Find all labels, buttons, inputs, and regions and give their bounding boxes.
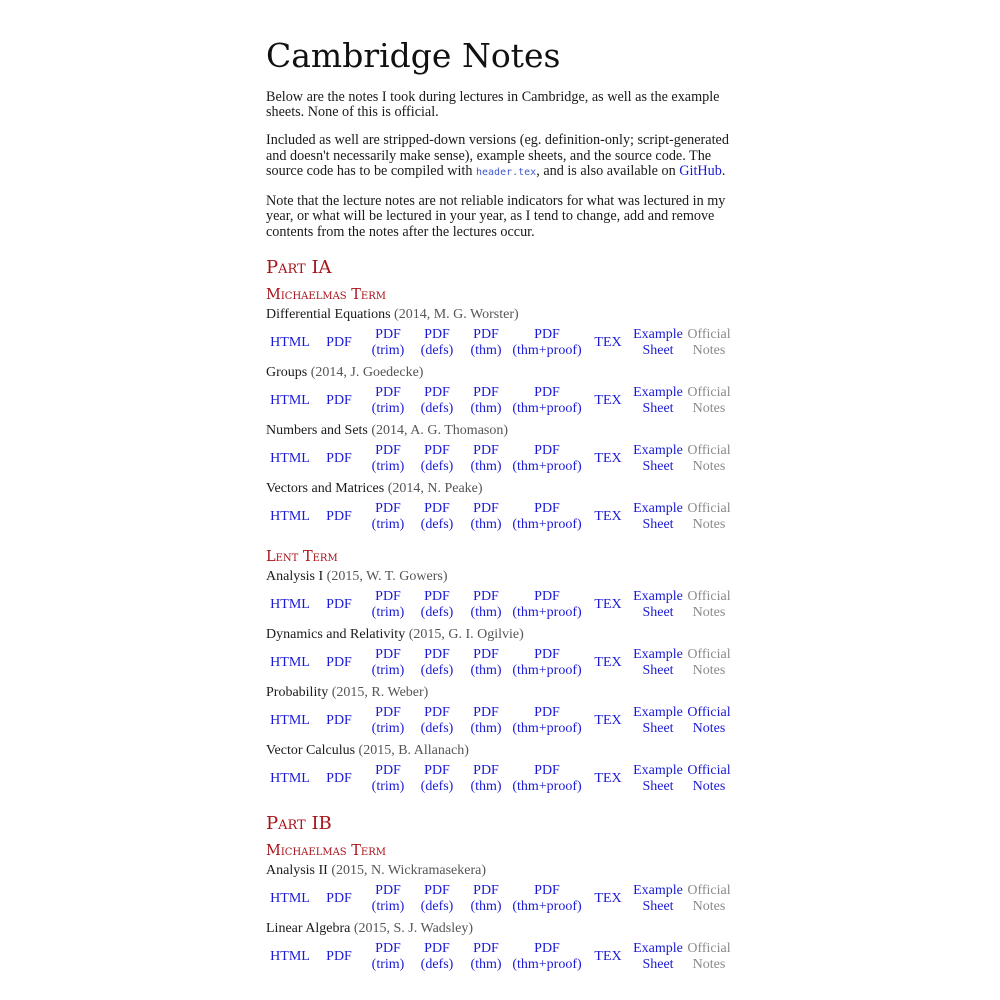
pdf-thm-link[interactable] bbox=[462, 327, 510, 358]
official-notes-link-line: Notes bbox=[692, 956, 726, 972]
pdf-defs-link-line: (defs) bbox=[420, 663, 454, 679]
intro2-text-b: , and is also available on bbox=[536, 163, 680, 180]
official-notes-link bbox=[684, 385, 734, 416]
course-entry bbox=[266, 307, 734, 360]
pdf-trim-link[interactable] bbox=[364, 501, 412, 532]
pdf-trim-link-line: (trim) bbox=[371, 779, 405, 795]
pdf-trim-link-line: PDF bbox=[375, 647, 401, 663]
course-links bbox=[266, 646, 734, 680]
course-links bbox=[266, 326, 734, 360]
pdf-thm-link-line: (thm) bbox=[470, 956, 502, 972]
pdf-thm-proof-link-line: (thm+proof) bbox=[512, 663, 582, 679]
pdf-thm-proof-link-line: PDF bbox=[534, 941, 560, 957]
example-sheet-link-line: Example bbox=[633, 589, 683, 605]
official-notes-link-line: Official bbox=[687, 883, 731, 899]
pdf-thm-link[interactable] bbox=[462, 385, 510, 416]
pdf-thm-link-line: PDF bbox=[473, 941, 499, 957]
pdf-thm-link[interactable] bbox=[462, 763, 510, 794]
pdf-trim-link[interactable] bbox=[364, 883, 412, 914]
pdf-trim-link-line: (trim) bbox=[371, 956, 405, 972]
pdf-thm-proof-link[interactable] bbox=[510, 705, 584, 736]
pdf-thm-proof-link[interactable] bbox=[510, 385, 584, 416]
header-tex-code: header.tex bbox=[476, 167, 537, 179]
pdf-trim-link-line: (trim) bbox=[371, 343, 405, 359]
tex-link[interactable]: TEX bbox=[594, 655, 622, 671]
pdf-thm-proof-link-line: (thm+proof) bbox=[512, 343, 582, 359]
example-sheet-link-line: Sheet bbox=[642, 898, 674, 914]
official-notes-link bbox=[684, 501, 734, 532]
intro-paragraph-2 bbox=[266, 133, 734, 181]
official-notes-link bbox=[684, 883, 734, 914]
course-title bbox=[266, 365, 734, 381]
pdf-link[interactable]: PDF bbox=[326, 655, 352, 671]
pdf-defs-link[interactable] bbox=[412, 647, 462, 678]
course-entry bbox=[266, 685, 734, 738]
official-notes-link-line: Notes bbox=[692, 605, 726, 621]
pdf-trim-link-line: (trim) bbox=[371, 663, 405, 679]
pdf-trim-link-line: PDF bbox=[375, 385, 401, 401]
intro-paragraph-1: Below are the notes I took during lectures in Cambridge, as well as the example sheets. None of this is official. bbox=[266, 88, 720, 121]
official-notes-link[interactable] bbox=[684, 763, 734, 794]
example-sheet-link-line: Sheet bbox=[642, 779, 674, 795]
pdf-thm-proof-link-line: PDF bbox=[534, 501, 560, 517]
pdf-trim-link-line: PDF bbox=[375, 883, 401, 899]
example-sheet-link[interactable] bbox=[632, 883, 684, 914]
term-heading: Lent Term bbox=[266, 549, 338, 566]
pdf-thm-proof-link-line: (thm+proof) bbox=[512, 517, 582, 533]
pdf-defs-link-line: (defs) bbox=[420, 956, 454, 972]
pdf-defs-link-line: PDF bbox=[424, 763, 450, 779]
page-title: Cambridge Notes bbox=[266, 36, 561, 75]
pdf-trim-link-line: (trim) bbox=[371, 898, 405, 914]
pdf-defs-link-line: PDF bbox=[424, 883, 450, 899]
pdf-thm-link-line: PDF bbox=[473, 385, 499, 401]
pdf-thm-link-line: (thm) bbox=[470, 898, 502, 914]
pdf-trim-link-line: PDF bbox=[375, 589, 401, 605]
course-links bbox=[266, 384, 734, 418]
official-notes-link-line: Notes bbox=[692, 663, 726, 679]
pdf-link[interactable]: PDF bbox=[326, 509, 352, 525]
course-meta: (2014, N. Peake) bbox=[387, 481, 483, 497]
pdf-trim-link-line: (trim) bbox=[371, 401, 405, 417]
term-heading: Michaelmas Term bbox=[266, 842, 386, 859]
course-links bbox=[266, 442, 734, 476]
course-links bbox=[266, 940, 734, 974]
pdf-thm-proof-link-line: (thm+proof) bbox=[512, 956, 582, 972]
pdf-defs-link-line: PDF bbox=[424, 589, 450, 605]
pdf-thm-link-line: PDF bbox=[473, 705, 499, 721]
pdf-thm-proof-link-line: PDF bbox=[534, 705, 560, 721]
pdf-thm-link-line: (thm) bbox=[470, 779, 502, 795]
official-notes-link-line: Official bbox=[687, 647, 731, 663]
pdf-trim-link[interactable] bbox=[364, 705, 412, 736]
pdf-thm-proof-link[interactable] bbox=[510, 589, 584, 620]
pdf-defs-link-line: (defs) bbox=[420, 721, 454, 737]
course-entry bbox=[266, 365, 734, 418]
pdf-trim-link-line: PDF bbox=[375, 705, 401, 721]
course-name: Vector Calculus bbox=[266, 743, 356, 759]
pdf-defs-link-line: (defs) bbox=[420, 401, 454, 417]
official-notes-link bbox=[684, 589, 734, 620]
pdf-link[interactable]: PDF bbox=[326, 393, 352, 409]
pdf-defs-link-line: PDF bbox=[424, 941, 450, 957]
tex-link[interactable]: TEX bbox=[594, 451, 622, 467]
pdf-thm-proof-link-line: PDF bbox=[534, 647, 560, 663]
pdf-thm-proof-link-line: (thm+proof) bbox=[512, 721, 582, 737]
example-sheet-link-line: Sheet bbox=[642, 459, 674, 475]
pdf-defs-link[interactable] bbox=[412, 589, 462, 620]
example-sheet-link-line: Sheet bbox=[642, 721, 674, 737]
tex-link[interactable]: TEX bbox=[594, 771, 622, 787]
pdf-defs-link-line: PDF bbox=[424, 385, 450, 401]
pdf-thm-proof-link[interactable] bbox=[510, 443, 584, 474]
pdf-thm-link[interactable] bbox=[462, 941, 510, 972]
pdf-link[interactable]: PDF bbox=[326, 890, 352, 906]
course-name: Analysis II bbox=[266, 862, 328, 878]
course-meta: (2015, S. J. Wadsley) bbox=[353, 920, 474, 936]
course-name: Groups bbox=[266, 365, 308, 381]
official-notes-link[interactable] bbox=[684, 705, 734, 736]
html-link[interactable]: HTML bbox=[270, 655, 310, 671]
pdf-thm-proof-link-line: (thm+proof) bbox=[512, 898, 582, 914]
course-links bbox=[266, 588, 734, 622]
pdf-thm-link-line: PDF bbox=[473, 589, 499, 605]
pdf-defs-link[interactable] bbox=[412, 501, 462, 532]
pdf-defs-link[interactable] bbox=[412, 327, 462, 358]
pdf-defs-link[interactable] bbox=[412, 763, 462, 794]
pdf-thm-link-line: PDF bbox=[473, 883, 499, 899]
pdf-thm-proof-link-line: (thm+proof) bbox=[512, 459, 582, 475]
pdf-thm-proof-link[interactable] bbox=[510, 501, 584, 532]
example-sheet-link-line: Sheet bbox=[642, 956, 674, 972]
pdf-trim-link-line: PDF bbox=[375, 763, 401, 779]
pdf-thm-proof-link[interactable] bbox=[510, 647, 584, 678]
pdf-link[interactable]: PDF bbox=[326, 451, 352, 467]
html-link[interactable]: HTML bbox=[270, 509, 310, 525]
pdf-defs-link[interactable] bbox=[412, 941, 462, 972]
pdf-defs-link[interactable] bbox=[412, 443, 462, 474]
html-link[interactable]: HTML bbox=[270, 771, 310, 787]
course-title bbox=[266, 569, 734, 585]
course-links bbox=[266, 704, 734, 738]
official-notes-link-line: Notes bbox=[692, 898, 726, 914]
pdf-trim-link[interactable] bbox=[364, 385, 412, 416]
pdf-defs-link[interactable] bbox=[412, 883, 462, 914]
course-entry bbox=[266, 481, 734, 534]
pdf-thm-proof-link-line: PDF bbox=[534, 385, 560, 401]
pdf-thm-link[interactable] bbox=[462, 589, 510, 620]
pdf-thm-link[interactable] bbox=[462, 705, 510, 736]
pdf-thm-proof-link-line: (thm+proof) bbox=[512, 401, 582, 417]
pdf-thm-link-line: PDF bbox=[473, 647, 499, 663]
html-link[interactable]: HTML bbox=[270, 713, 310, 729]
pdf-link[interactable]: PDF bbox=[326, 948, 352, 964]
example-sheet-link[interactable] bbox=[632, 443, 684, 474]
official-notes-link-line: Notes bbox=[692, 343, 726, 359]
pdf-defs-link-line: (defs) bbox=[420, 459, 454, 475]
pdf-trim-link-line: PDF bbox=[375, 327, 401, 343]
course-meta: (2015, B. Allanach) bbox=[358, 743, 469, 759]
course-name: Vectors and Matrices bbox=[266, 481, 385, 497]
pdf-thm-proof-link-line: PDF bbox=[534, 327, 560, 343]
course-title bbox=[266, 921, 734, 937]
tex-link[interactable]: TEX bbox=[594, 597, 622, 613]
html-link[interactable]: HTML bbox=[270, 948, 310, 964]
example-sheet-link-line: Sheet bbox=[642, 517, 674, 533]
pdf-thm-proof-link-line: PDF bbox=[534, 589, 560, 605]
pdf-thm-proof-link[interactable] bbox=[510, 883, 584, 914]
pdf-trim-link-line: (trim) bbox=[371, 605, 405, 621]
course-meta: (2015, N. Wickramasekera) bbox=[331, 862, 486, 878]
html-link[interactable]: HTML bbox=[270, 451, 310, 467]
course-meta: (2014, A. G. Thomason) bbox=[371, 423, 509, 439]
pdf-thm-proof-link[interactable] bbox=[510, 941, 584, 972]
pdf-defs-link-line: PDF bbox=[424, 501, 450, 517]
pdf-trim-link-line: (trim) bbox=[371, 459, 405, 475]
pdf-thm-proof-link[interactable] bbox=[510, 763, 584, 794]
example-sheet-link-line: Example bbox=[633, 443, 683, 459]
course-entry bbox=[266, 423, 734, 476]
pdf-trim-link[interactable] bbox=[364, 327, 412, 358]
pdf-thm-proof-link-line: (thm+proof) bbox=[512, 605, 582, 621]
official-notes-link-line: Notes bbox=[692, 517, 726, 533]
pdf-link[interactable]: PDF bbox=[326, 335, 352, 351]
example-sheet-link[interactable] bbox=[632, 589, 684, 620]
official-notes-link-line: Official bbox=[687, 705, 731, 721]
pdf-trim-link-line: (trim) bbox=[371, 721, 405, 737]
example-sheet-link-line: Sheet bbox=[642, 343, 674, 359]
example-sheet-link-line: Example bbox=[633, 501, 683, 517]
example-sheet-link-line: Example bbox=[633, 883, 683, 899]
html-link[interactable]: HTML bbox=[270, 597, 310, 613]
example-sheet-link[interactable] bbox=[632, 385, 684, 416]
example-sheet-link[interactable] bbox=[632, 763, 684, 794]
pdf-trim-link[interactable] bbox=[364, 763, 412, 794]
pdf-trim-link[interactable] bbox=[364, 443, 412, 474]
official-notes-link-line: Official bbox=[687, 385, 731, 401]
tex-link[interactable]: TEX bbox=[594, 948, 622, 964]
pdf-defs-link-line: (defs) bbox=[420, 605, 454, 621]
pdf-link[interactable]: PDF bbox=[326, 771, 352, 787]
pdf-thm-link-line: (thm) bbox=[470, 663, 502, 679]
course-meta: (2014, M. G. Worster) bbox=[394, 307, 519, 323]
example-sheet-link-line: Sheet bbox=[642, 605, 674, 621]
course-name: Differential Equations bbox=[266, 307, 391, 323]
term-heading: Michaelmas Term bbox=[266, 287, 386, 304]
part-heading: Part IB bbox=[266, 813, 332, 835]
html-link[interactable]: HTML bbox=[270, 890, 310, 906]
pdf-defs-link[interactable] bbox=[412, 705, 462, 736]
pdf-defs-link-line: (defs) bbox=[420, 779, 454, 795]
course-entry bbox=[266, 863, 734, 916]
example-sheet-link[interactable] bbox=[632, 501, 684, 532]
pdf-thm-link-line: (thm) bbox=[470, 401, 502, 417]
tex-link[interactable]: TEX bbox=[594, 509, 622, 525]
html-link[interactable]: HTML bbox=[270, 335, 310, 351]
example-sheet-link-line: Example bbox=[633, 941, 683, 957]
course-title bbox=[266, 863, 734, 879]
course-meta: (2014, J. Goedecke) bbox=[310, 365, 424, 381]
pdf-defs-link-line: PDF bbox=[424, 647, 450, 663]
official-notes-link-line: Notes bbox=[692, 779, 726, 795]
official-notes-link-line: Notes bbox=[692, 459, 726, 475]
pdf-thm-link-line: (thm) bbox=[470, 517, 502, 533]
pdf-trim-link-line: PDF bbox=[375, 443, 401, 459]
course-links bbox=[266, 500, 734, 534]
official-notes-link bbox=[684, 647, 734, 678]
pdf-thm-link-line: PDF bbox=[473, 501, 499, 517]
official-notes-link-line: Official bbox=[687, 589, 731, 605]
pdf-defs-link-line: PDF bbox=[424, 443, 450, 459]
example-sheet-link-line: Example bbox=[633, 705, 683, 721]
course-title bbox=[266, 307, 734, 323]
intro2-text-c: . bbox=[721, 163, 726, 180]
pdf-thm-link[interactable] bbox=[462, 443, 510, 474]
official-notes-link-line: Notes bbox=[692, 721, 726, 737]
course-name: Numbers and Sets bbox=[266, 423, 368, 439]
example-sheet-link-line: Example bbox=[633, 385, 683, 401]
pdf-thm-proof-link-line: PDF bbox=[534, 443, 560, 459]
pdf-trim-link-line: PDF bbox=[375, 941, 401, 957]
example-sheet-link[interactable] bbox=[632, 705, 684, 736]
course-meta: (2015, W. T. Gowers) bbox=[326, 569, 448, 585]
official-notes-link-line: Official bbox=[687, 763, 731, 779]
official-notes-link bbox=[684, 941, 734, 972]
course-entry bbox=[266, 921, 734, 974]
course-links bbox=[266, 882, 734, 916]
parts-list bbox=[266, 258, 734, 973]
tex-link[interactable]: TEX bbox=[594, 713, 622, 729]
pdf-defs-link-line: (defs) bbox=[420, 343, 454, 359]
official-notes-link-line: Official bbox=[687, 443, 731, 459]
pdf-thm-link[interactable] bbox=[462, 647, 510, 678]
example-sheet-link[interactable] bbox=[632, 941, 684, 972]
intro-paragraph-3: Note that the lecture notes are not reliable indicators for what was lectured in my year, or what will be lectured in your year, as I tend to change, add and remove contents from the notes after the lectures occur. bbox=[266, 192, 726, 240]
pdf-thm-proof-link-line: PDF bbox=[534, 763, 560, 779]
pdf-defs-link[interactable] bbox=[412, 385, 462, 416]
pdf-thm-link-line: PDF bbox=[473, 443, 499, 459]
course-name: Probability bbox=[266, 685, 329, 701]
example-sheet-link[interactable] bbox=[632, 327, 684, 358]
course-title bbox=[266, 685, 734, 701]
course-entry bbox=[266, 627, 734, 680]
course-title bbox=[266, 481, 734, 497]
pdf-defs-link-line: (defs) bbox=[420, 898, 454, 914]
official-notes-link-line: Official bbox=[687, 327, 731, 343]
example-sheet-link-line: Example bbox=[633, 327, 683, 343]
part-heading: Part IA bbox=[266, 257, 332, 279]
course-name: Dynamics and Relativity bbox=[266, 627, 406, 643]
example-sheet-link-line: Sheet bbox=[642, 663, 674, 679]
pdf-trim-link[interactable] bbox=[364, 647, 412, 678]
official-notes-link-line: Official bbox=[687, 501, 731, 517]
pdf-trim-link[interactable] bbox=[364, 941, 412, 972]
pdf-thm-link-line: (thm) bbox=[470, 605, 502, 621]
pdf-link[interactable]: PDF bbox=[326, 713, 352, 729]
course-entry bbox=[266, 743, 734, 796]
pdf-trim-link-line: PDF bbox=[375, 501, 401, 517]
tex-link[interactable]: TEX bbox=[594, 335, 622, 351]
page-content bbox=[266, 30, 734, 979]
pdf-defs-link-line: (defs) bbox=[420, 517, 454, 533]
course-name: Linear Algebra bbox=[266, 920, 351, 936]
example-sheet-link-line: Sheet bbox=[642, 401, 674, 417]
pdf-thm-proof-link[interactable] bbox=[510, 327, 584, 358]
course-meta: (2015, R. Weber) bbox=[331, 685, 429, 701]
pdf-link[interactable]: PDF bbox=[326, 597, 352, 613]
course-name: Analysis I bbox=[266, 569, 324, 585]
github-link[interactable]: GitHub bbox=[679, 163, 722, 180]
official-notes-link-line: Official bbox=[687, 941, 731, 957]
pdf-defs-link-line: PDF bbox=[424, 705, 450, 721]
intro2-text-a: Included as well are stripped-down versions (eg. definition-only; script-generated and doesn't necessarily make sense), example sheets, and the source code. The source code has to be compiled with bbox=[266, 132, 729, 180]
pdf-thm-link-line: PDF bbox=[473, 763, 499, 779]
pdf-trim-link-line: (trim) bbox=[371, 517, 405, 533]
course-title bbox=[266, 423, 734, 439]
course-entry bbox=[266, 569, 734, 622]
pdf-thm-link-line: (thm) bbox=[470, 459, 502, 475]
tex-link[interactable]: TEX bbox=[594, 890, 622, 906]
example-sheet-link-line: Example bbox=[633, 647, 683, 663]
course-meta: (2015, G. I. Ogilvie) bbox=[408, 627, 524, 643]
example-sheet-link-line: Example bbox=[633, 763, 683, 779]
course-title bbox=[266, 627, 734, 643]
official-notes-link bbox=[684, 327, 734, 358]
pdf-thm-link-line: (thm) bbox=[470, 721, 502, 737]
pdf-thm-link[interactable] bbox=[462, 501, 510, 532]
pdf-thm-proof-link-line: (thm+proof) bbox=[512, 779, 582, 795]
example-sheet-link[interactable] bbox=[632, 647, 684, 678]
pdf-trim-link[interactable] bbox=[364, 589, 412, 620]
course-title bbox=[266, 743, 734, 759]
tex-link[interactable]: TEX bbox=[594, 393, 622, 409]
pdf-thm-link-line: (thm) bbox=[470, 343, 502, 359]
pdf-thm-proof-link-line: PDF bbox=[534, 883, 560, 899]
html-link[interactable]: HTML bbox=[270, 393, 310, 409]
official-notes-link bbox=[684, 443, 734, 474]
course-links bbox=[266, 762, 734, 796]
pdf-thm-link[interactable] bbox=[462, 883, 510, 914]
pdf-thm-link-line: PDF bbox=[473, 327, 499, 343]
official-notes-link-line: Notes bbox=[692, 401, 726, 417]
pdf-defs-link-line: PDF bbox=[424, 327, 450, 343]
